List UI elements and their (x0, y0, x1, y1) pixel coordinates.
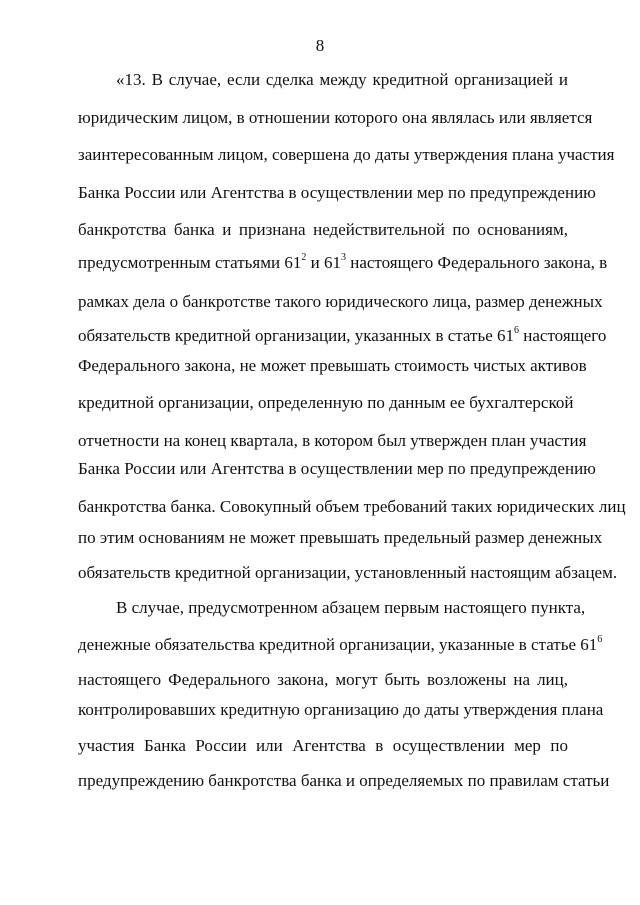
text-line: отчетности на конец квартала, в котором был утвержден план участия (78, 431, 587, 450)
text-line: по этим основаниям не может превышать предельный размер денежных (78, 528, 603, 547)
text-line: «13. В случае, если сделка между кредитной организацией и (116, 70, 568, 89)
text-line: Банка России или Агентства в осуществлении мер по предупреждению (78, 183, 596, 202)
text-line: обязательств кредитной организации, указанных в статье $61^6$ настоящего (78, 325, 607, 345)
superscript: 3 (340, 252, 346, 264)
text-line: участия Банка России или Агентства в осуществлении мер по (78, 736, 568, 755)
text-line: юридическим лицом, в отношении которого она являлась или является (78, 108, 593, 127)
text-line: В случае, предусмотренном абзацем первым настоящего пункта, (116, 598, 586, 617)
text-line: банкротства банка. Совокупный объем требований таких юридических лиц (78, 497, 626, 516)
text-line: Федерального закона, не может превышать стоимость чистых активов (78, 356, 587, 375)
text-line: банкротства банка и признана недействительной по основаниям, (78, 220, 568, 239)
page-number: 8 (315, 36, 325, 55)
text-line: кредитной организации, определенную по данным ее бухгалтерской (78, 393, 574, 412)
text-line: денежные обязательства кредитной организации, указанные в статье $61^6$ (78, 634, 603, 654)
text-line: Банка России или Агентства в осуществлении мер по предупреждению (78, 459, 596, 478)
superscript: 2 (301, 252, 307, 264)
superscript: 6 (514, 325, 520, 337)
text-line: настоящего Федерального закона, могут быть возложены на лиц, (78, 670, 568, 689)
superscript: 6 (597, 634, 603, 646)
text-line: рамках дела о банкротстве такого юридического лица, размер денежных (78, 292, 603, 311)
text-line: заинтересованным лицом, совершена до даты утверждения плана участия (78, 145, 615, 164)
text-line: предусмотренным статьями $61^2$ и $61^3$ настоящего Федерального закона, в (78, 252, 608, 272)
text-line: предупреждению банкротства банка и определяемых по правилам статьи (78, 771, 610, 790)
text-line: обязательств кредитной организации, установленный настоящим абзацем. (78, 563, 618, 582)
text-line: контролировавших кредитную организацию до даты утверждения плана (78, 700, 604, 719)
